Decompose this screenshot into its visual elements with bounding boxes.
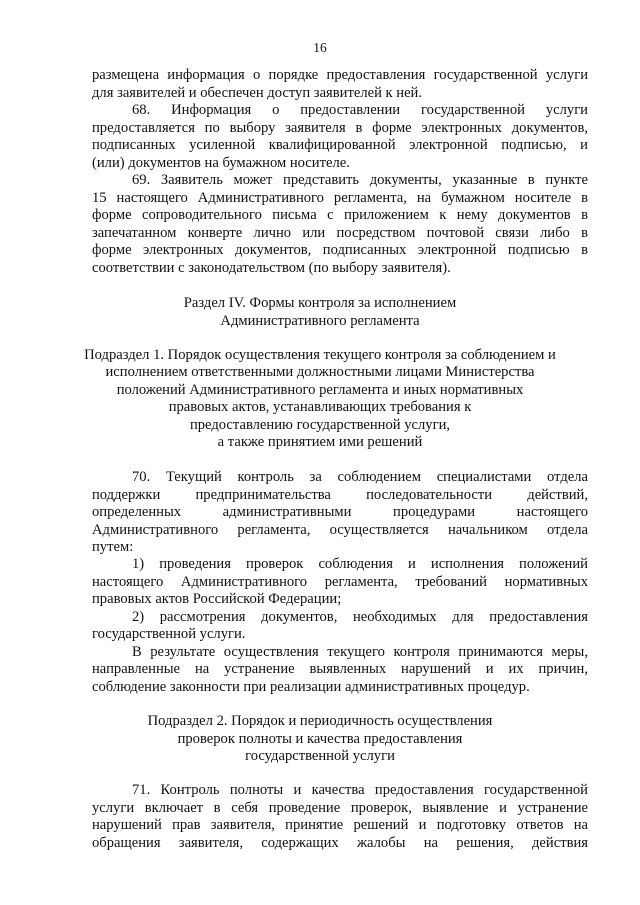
- section-heading: Административного регламента: [220, 313, 420, 329]
- paragraph-69-line: запечатанном конверте лично или посредством почтовой связи либо в: [92, 225, 588, 241]
- paragraph-70-line: определенных административными процедурами настоящего: [92, 504, 588, 520]
- list-item-1-line: настоящего Административного регламента, требований нормативных: [92, 574, 588, 590]
- text-line: для заявителей и обеспечен доступ заявителей к ней.: [92, 85, 423, 101]
- subsection-heading: положений Административного регламента и иных нормативных: [116, 382, 524, 398]
- paragraph-68-line: 68. Информация о предоставлении государственной услуги: [132, 102, 588, 118]
- list-item-1-line: правовых актов Российской Федерации;: [92, 591, 342, 607]
- subsection-heading: правовых актов, устанавливающих требования к: [168, 399, 472, 415]
- section-heading: Раздел IV. Формы контроля за исполнением: [183, 295, 457, 311]
- paragraph-71-line: нарушений прав заявителя, принятие решений и подготовку ответов на: [92, 817, 588, 833]
- subsection-heading: Подраздел 1. Порядок осуществления текущего контроля за соблюдением и: [84, 347, 556, 363]
- subsection-heading: государственной услуги: [245, 748, 395, 764]
- paragraph-70-line: поддержки предпринимательства последовательности действий,: [92, 487, 588, 503]
- paragraph-69-line: 69. Заявитель может представить документы, указанные в пункте: [132, 172, 588, 188]
- paragraph-70-line: 70. Текущий контроль за соблюдением специалистами отдела: [132, 469, 588, 485]
- paragraph-68-line: (или) документов на бумажном носителе.: [92, 155, 350, 171]
- paragraph-71-line: услуги включает в себя проведение проверок, выявление и устранение: [92, 800, 588, 816]
- subsection-heading: Подраздел 2. Порядок и периодичность осуществления: [147, 713, 493, 729]
- list-item-2-line: 2) рассмотрения документов, необходимых для предоставления: [132, 609, 588, 625]
- paragraph-71-line: 71. Контроль полноты и качества предоставления государственной: [132, 782, 588, 798]
- list-item-1-line: 1) проведения проверок соблюдения и исполнения положений: [132, 556, 588, 572]
- paragraph-69-line: форме сопроводительного письма с приложением к нему документов в: [92, 207, 588, 223]
- paragraph-70-line: Административного регламента, осуществляется начальником отдела: [92, 522, 588, 538]
- paragraph-69-line: 15 настоящего Административного регламента, на бумажном носителе в: [92, 190, 588, 206]
- subsection-heading: а также принятием ими решений: [217, 434, 423, 450]
- paragraph-71-line: обращения заявителя, содержащих жалобы на решения, действия: [92, 835, 588, 851]
- paragraph-68-line: предоставляется по выбору заявителя в форме электронных документов,: [92, 120, 588, 136]
- page-number: 16: [313, 40, 327, 55]
- subsection-heading: исполнением ответственными должностными лицами Министерства: [105, 364, 535, 380]
- result-paragraph-line: В результате осуществления текущего контроля принимаются меры,: [132, 644, 588, 660]
- list-item-2-line: государственной услуги.: [92, 626, 246, 642]
- text-line: размещена информация о порядке предоставления государственной услуги: [92, 67, 588, 83]
- paragraph-69-line: соответствии с законодательством (по выбору заявителя).: [92, 260, 451, 276]
- paragraph-70-line: путем:: [92, 539, 134, 555]
- paragraph-69-line: форме электронных документов, подписанных электронной подписью в: [92, 242, 588, 258]
- subsection-heading: предоставлению государственной услуги,: [189, 417, 451, 433]
- result-paragraph-line: направленные на устранение выявленных нарушений и их причин,: [92, 661, 588, 677]
- paragraph-68-line: подписанных усиленной квалифицированной электронной подписью, и: [92, 137, 588, 153]
- result-paragraph-line: соблюдение законности при реализации административных процедур.: [92, 679, 530, 695]
- subsection-heading: проверок полноты и качества предоставления: [177, 731, 463, 747]
